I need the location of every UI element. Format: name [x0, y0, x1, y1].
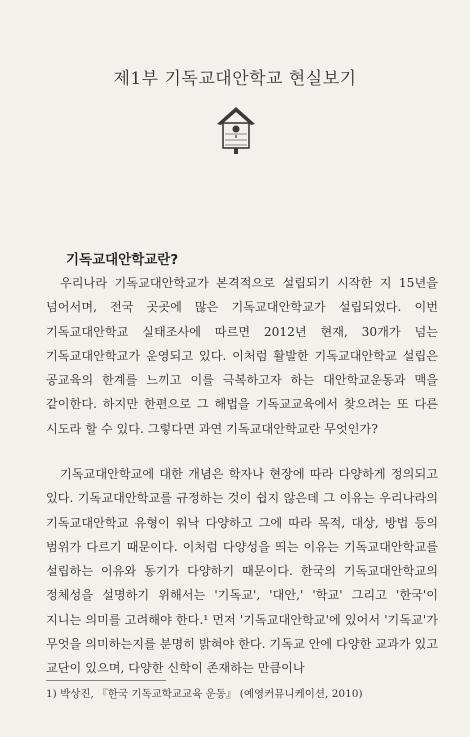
- section-heading: 기독교대안학교란?: [66, 252, 179, 268]
- birdhouse-icon: [213, 104, 259, 154]
- footnote-divider: [46, 680, 166, 681]
- paragraph-2: 기독교대안학교에 대한 개념은 학자나 현장에 따라 다양하게 정의되고 있다. 기독교대안학교를 규정하는 것이 쉽지 않은데 그 이유는 우리나라의 기독교대안학교 유형이 워낙 다양하고 그에 따라 목적, 대상, 방법 등의 범위가 다르기 때문이다. 이처럼 다양성을 띄는 이유는 기독교대안학교를 설립하는 이유와 동기가 다양하기 때문이다. 한국의 기독교대안학교의 정체성을 설명하기 위해서는 '기독교', '대안,' '학교' 그리고 '한국'이 지니는 의미를 고려해야 한다.¹ 먼저 '기독교대안학교'에 있어서 '기독교'가 무엇을 의미하는지를 분명히 밝혀야 한다. 기독교 안에 다양한 교과가 있고 교단이 있으며, 다양한 신학이 존재하는 만큼이나: [46, 467, 438, 676]
- part-title: 제1부 기독교대안학교 현실보기: [113, 69, 357, 89]
- paragraph-1: 우리나라 기독교대안학교가 본격적으로 설립되기 시작한 지 15년을 넘어서며, 전국 곳곳에 많은 기독교대안학교가 설립되었다. 이번 기독교대안학교 실태조사에 따르면 2012년 현재, 30개가 넘는 기독교대안학교가 운영되고 있다. 이처럼 활발한 기독교대안학교 설립은 공교육의 한계를 느끼고 이를 극복하고자 하는 대안학교운동과 맥을 같이한다. 하지만 한편으로 그 해법을 기독교교육에서 찾으려는 또 다른 시도라 할 수 있다. 그렇다면 과연 기독교대안학교란 무엇인가?: [46, 276, 438, 436]
- footnote: 1) 박상진, 『한국 기독교학교교육 운동』 (예영커뮤니케이션, 2010): [46, 688, 363, 700]
